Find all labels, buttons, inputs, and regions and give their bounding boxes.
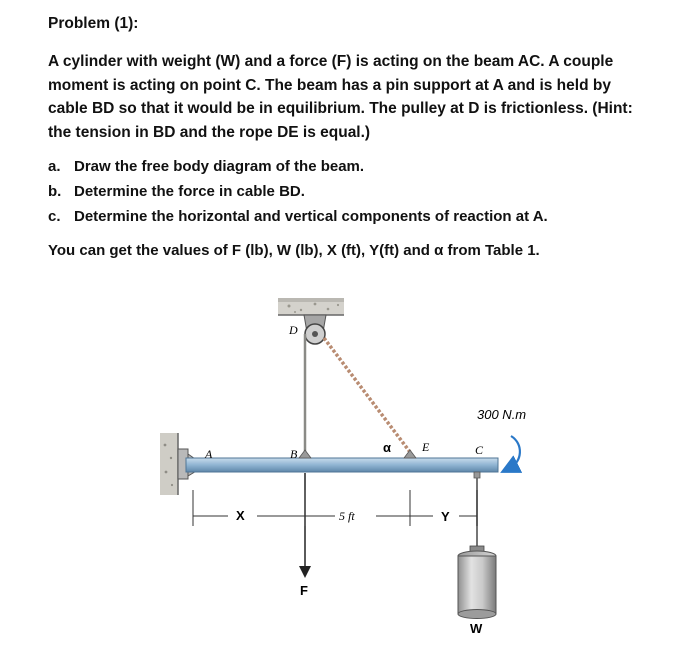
- task-marker: c.: [48, 208, 61, 225]
- statement-line: the tension in BD and the rope DE is equal.): [48, 123, 371, 141]
- angle-label: α: [383, 440, 391, 455]
- attachment-b: [299, 450, 311, 458]
- statement-line: moment is acting on point C. The beam has a pin support at A and is held by: [48, 76, 611, 94]
- dimension-5ft-label: 5 ft: [339, 509, 355, 523]
- label-e: E: [422, 440, 430, 454]
- label-c: C: [475, 443, 484, 457]
- problem-heading: Problem (1):: [48, 15, 139, 32]
- couple-moment-arrow: [510, 436, 520, 468]
- task-text: Draw the free body diagram of the beam.: [74, 158, 365, 175]
- attachment-e: [404, 450, 416, 458]
- label-b: B: [290, 447, 298, 461]
- task-marker: a.: [48, 158, 61, 175]
- pulley-d: [304, 315, 326, 344]
- force-label: F: [300, 583, 308, 598]
- label-a: A: [205, 447, 213, 461]
- beam-ac: [186, 458, 498, 472]
- dimension-x-label: X: [236, 508, 245, 523]
- statement-line: cable BD so that it would be in equilibrium. The pulley at D is frictionless. (Hint:: [48, 100, 633, 117]
- task-text: Determine the force in cable BD.: [74, 183, 305, 200]
- source-note: You can get the values of F (lb), W (lb), X (ft), Y(ft) and α from Table 1.: [48, 242, 540, 259]
- label-d: D: [289, 323, 298, 337]
- ceiling-support: [278, 298, 344, 315]
- task-marker: b.: [48, 183, 62, 200]
- statement-line: A cylinder with weight (W) and a force (F) is acting on the beam AC. A couple: [48, 53, 614, 70]
- moment-label: 300 N.m: [477, 407, 527, 422]
- weight-label: W: [470, 621, 483, 636]
- rope-de: [324, 338, 410, 452]
- task-text: Determine the horizontal and vertical components of reaction at A.: [74, 208, 548, 225]
- dimension-y-label: Y: [441, 509, 450, 524]
